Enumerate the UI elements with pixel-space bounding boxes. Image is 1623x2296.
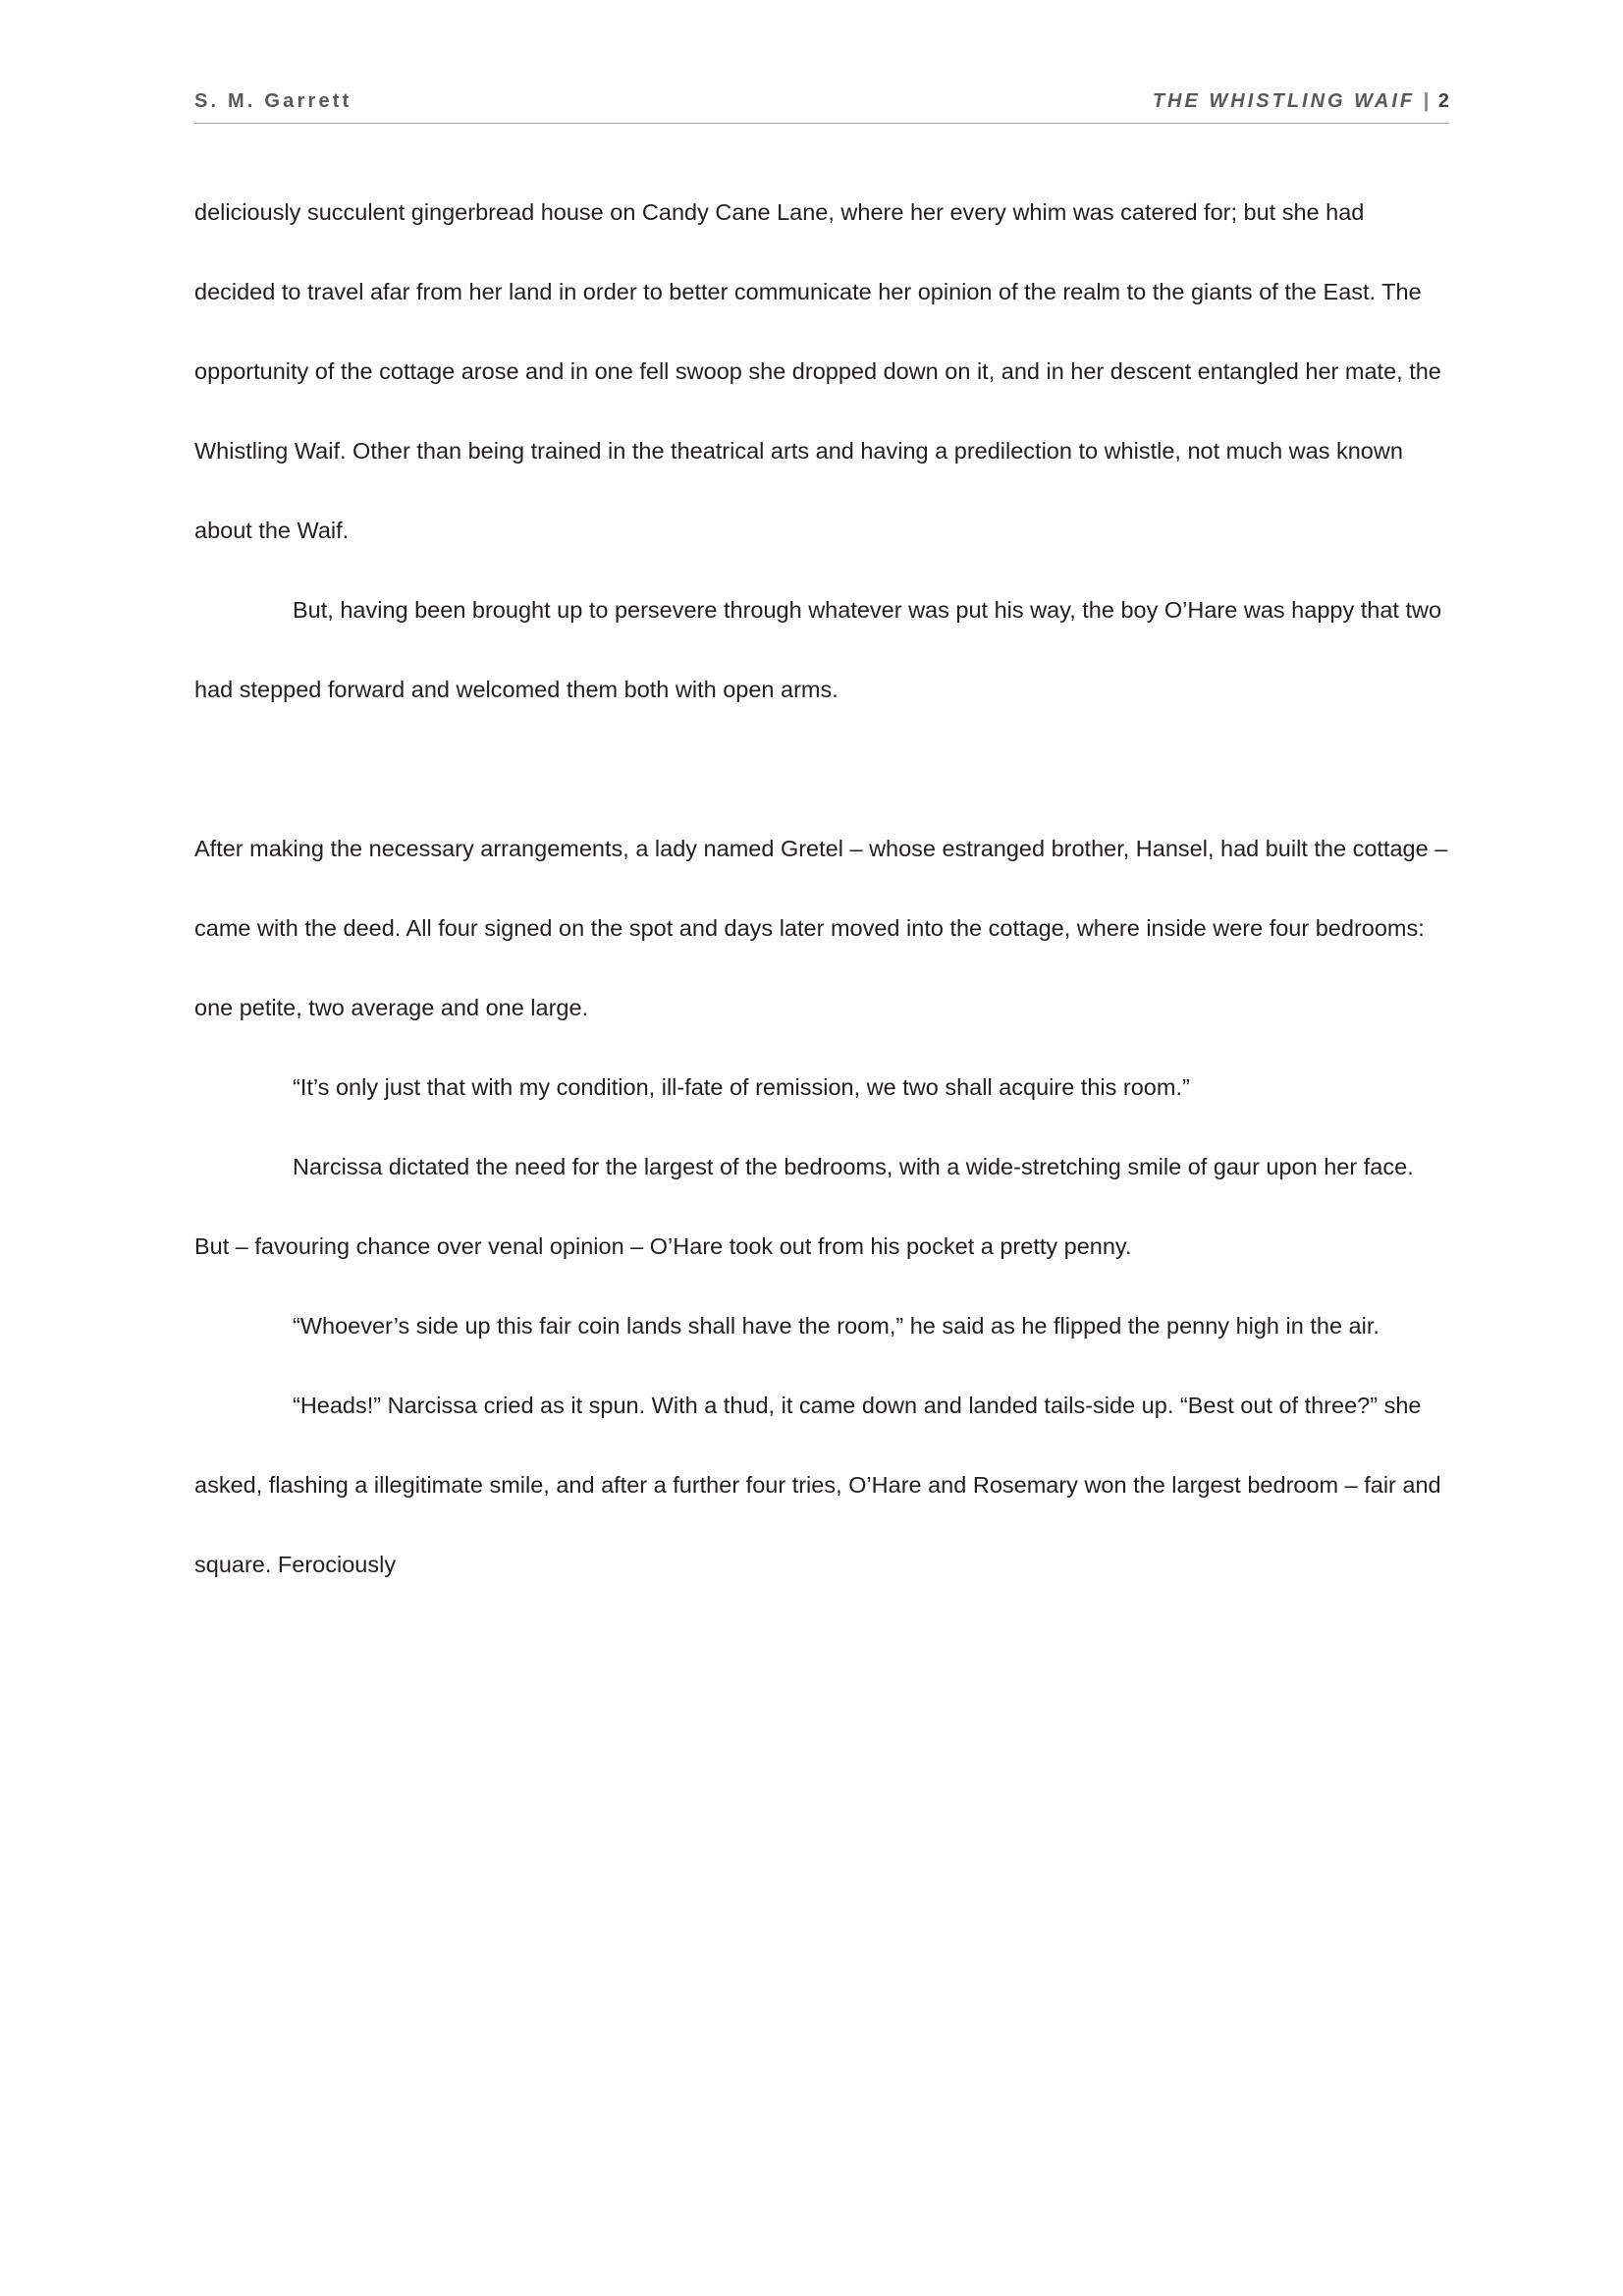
header-book-title: THE WHISTLING WAIF bbox=[1152, 90, 1416, 112]
paragraph: After making the necessary arrangements, a lady named Gretel – whose estranged brother, Hansel, had built the cottage – came with the deed. All four signed on the spot and days later moved into the cottage, where inside were four bedrooms: one petite, two average and one large. bbox=[194, 836, 1448, 1020]
paragraph: “Heads!” Narcissa cried as it spun. With a thud, it came down and landed tails-side up. “Best out of three?” she asked, flashing a illegitimate smile, and after a further four tries, O’Hare and Rosemary won the largest bedroom – fair and square. Ferociously bbox=[194, 1393, 1441, 1577]
paragraph: But, having been brought up to persevere through whatever was put his way, the boy O’Hare was happy that two had stepped forward and welcomed them both with open arms. bbox=[194, 597, 1442, 702]
header-title-block bbox=[1153, 90, 1449, 113]
paragraph-spacer bbox=[194, 730, 1449, 809]
paragraph: “It’s only just that with my condition, ill-fate of remission, we two shall acquire this room.” bbox=[293, 1074, 1190, 1100]
paragraph: Narcissa dictated the need for the largest of the bedrooms, with a wide-stretching smile of gaur upon her face. But – favouring chance over venal opinion – O’Hare took out from his pocket a pretty penny. bbox=[194, 1154, 1414, 1259]
header-separator: | bbox=[1423, 90, 1431, 112]
paragraph: “Whoever’s side up this fair coin lands shall have the room,” he said as he flipped the penny high in the air. bbox=[293, 1313, 1380, 1339]
page-number: 2 bbox=[1437, 90, 1449, 112]
body-text bbox=[194, 173, 1449, 1605]
paragraph: deliciously succulent gingerbread house on Candy Cane Lane, where her every whim was catered for; but she had decided to travel afar from her land in order to better communicate her opinion of the realm to the giants of the East. The opportunity of the cottage arose and in one fell swoop she dropped down on it, and in her descent entangled her mate, the Whistling Waif. Other than being trained in the theatrical arts and having a predilection to whistle, not much was known about the Waif. bbox=[194, 199, 1441, 543]
page-header bbox=[194, 90, 1449, 124]
page-content bbox=[194, 90, 1449, 1605]
header-author: S. M. Garrett bbox=[194, 90, 352, 112]
